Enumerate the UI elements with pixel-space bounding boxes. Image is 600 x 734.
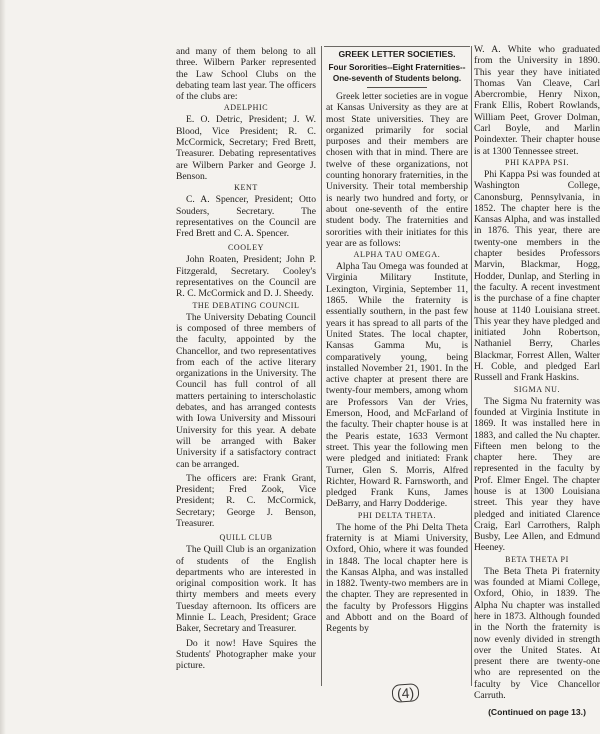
page-edge-shadow	[0, 0, 6, 734]
sigma-nu-paragraph: The Sigma Nu fraternity was founded at Virginia Institute in 1869. It was installed here in 1883, and called the Nu chapter. Fifteen men belong to the chapter here. They are represented in the faculty by Prof. Elmer Engel. The chapter house is at 1300 Louisiana street. This year they have pledged and initiated Clarence Craig, Earl Carrothers, Ralph Busby, Lee Allen, and Edmund Heeney.	[474, 395, 600, 554]
section-heading-adelphic: ADELPHIC	[223, 103, 269, 113]
section-heading-phi-delta-theta: PHI DELTA THETA.	[357, 510, 437, 520]
advertisement-paragraph: Do it now! Have Squires the Students' Photographer make your picture.	[176, 637, 316, 672]
section-heading-alpha-tau-omega: ALPHA TAU OMEGA.	[353, 250, 441, 260]
column-middle	[326, 47, 468, 635]
section-heading-debating-council: THE DEBATING COUNCIL	[192, 300, 300, 310]
beta-theta-pi-paragraph: The Beta Theta Pi fraternity was founded at Miami College, Oxford, Ohio, in 1839. The Alpha Nu chapter was installed here in 1873. Although founded in the North the fraternity is now evenly divided in strength over the United States. At present there are twenty-one who are represented on the faculty by Vice Chancellor Carruth.	[474, 565, 600, 702]
officers-paragraph: The officers are: Frank Grant, President; Fred Zook, Vice President; R. C. McCormick, Secretary; George J. Benson, Treasurer.	[176, 472, 316, 529]
greek-intro-paragraph: Greek letter societies are in vogue at Kansas University as they are at most State universities. They are organized primarily for social purposes and their members are chosen with that in mind. There are twelve of these organizations, not counting honorary fraternities, in the University. Their total membership is nearly two hundred and forty, or about one-seventh of the entire student body. The fraternities and sororities with their initiates for this year are as follows:	[326, 91, 468, 249]
column-divider	[321, 46, 322, 686]
section-heading-sigma-nu: SIGMA NU.	[513, 384, 561, 394]
alpha-tau-omega-paragraph: Alpha Tau Omega was founded at Virginia Military Institute, Lexington, Virginia, September 11, 1865. While the fraternity is essentially southern, in the past few years it has spread to all parts of the United States. The local chapter, Kansas Gamma Mu, is comparatively young, being installed November 21, 1901. In the active chapter at present there are twenty-four members, among whom are Professors Van der Vries, Emerson, Hood, and McFarland of the faculty. Their chapter house is at the Pearis estate, 1633 Vermont street. This year the following men were pledged and initiated: Frank Turner, Glen S. Morris, Alfred Richter, Howard R. Farnsworth, and pledged Frank Kuns, James DeBarry, and Harry Dodderige.	[326, 261, 468, 510]
quill-paragraph: The Quill Club is an organization of students of the English departments who are interested in original composition work. It has thirty members and meets every Tuesday afternoon. Its officers are Minnie L. Leach, President; Grace Baker, Secretary and Treasurer.	[176, 544, 316, 635]
section-heading-quill-club: QUILL CLUB	[219, 533, 273, 543]
article-subtitle: Four Sororities--Eight Fraternities--One-seventh of Students belong.	[328, 63, 466, 83]
column-divider	[471, 46, 472, 686]
section-heading-beta-theta-pi: BETA THETA PI	[505, 554, 569, 564]
cooley-paragraph: John Roaten, President; John P. Fitzgerald, Secretary. Cooley's representatives on the Council are R. C. McCormick and D. J. Sheedy.	[176, 254, 316, 300]
column-left	[176, 46, 316, 672]
column-right	[474, 44, 600, 719]
phi-kappa-psi-paragraph: Phi Kappa Psi was founded at Washington College, Canonsburg, Pennsylvania, in 1852. The chapter here is the Kansas Alpha, and was installed in 1876. This year, there are twenty-one members in the chapter besides Professors Marvin, Blackmar, Hogg, Hodder, Dunlap, and Sterling in the faculty. A recent investment is the purchase of a fine chapter house at 1140 Louisiana street. This year they have pledged and initiated John Robertson, Nathaniel Berry, Charles Blackmar, Forrest Allen, Walter H. Coble, and pledged Earl Russell and Frank Haskins.	[474, 168, 600, 384]
adelphic-paragraph: E. O. Detric, President; J. W. Blood, Vice President; R. C. McCormick, Secretary; Fred Brett, Treasurer. Debating representatives are Wilbern Parker and George J. Benson.	[176, 114, 316, 182]
council-paragraph: The University Debating Council is composed of three members of the faculty, appointed by the Chancellor, and two representatives from each of the active literary organizations in the University. The Council has full control of all matters pertaining to interscholastic debates, and has arranged contests with Iowa University and Missouri University for this year. A debate will be arranged with Baker University if a satisfactory contract can be arranged.	[176, 311, 316, 470]
continued-notice: (Continued on page 13.)	[488, 707, 586, 718]
continued-paragraph: W. A. White who graduated from the University in 1890. This year they have initiated Thomas Van Cleave, Carl Abercrombie, Henry Nixon, Frank Ellis, Robert Rowlands, William Peet, Grover Dolman, Carl Boyle, and Marlin Poindexter. Their chapter house is at 1300 Tennessee street.	[474, 44, 600, 157]
section-heading-phi-kappa-psi: PHI KAPPA PSI.	[505, 157, 569, 167]
page-number: (4)	[392, 684, 419, 702]
phi-delta-theta-paragraph: The home of the Phi Delta Theta fraternity is at Miami University, Oxford, Ohio, where it was founded in 1848. The local chapter here is the Kansas Alpha, and was installed in 1882. Twenty-two members are in the chapter. They are represented in the faculty by Professors Higgins and Abbott and on the Board of Regents by	[326, 521, 468, 635]
title-rule	[367, 87, 427, 88]
kent-paragraph: C. A. Spencer, President; Otto Souders, Secretary. The representatives on the Council are Fred Brett and C. A. Spencer.	[176, 194, 316, 240]
intro-paragraph: and many of them belong to all three. Wilbern Parker represented the Law School Clubs on the debating team last year. The officers of the clubs are:	[176, 46, 316, 103]
section-heading-kent: KENT	[234, 183, 258, 193]
section-heading-cooley: COOLEY	[227, 243, 265, 253]
article-title: GREEK LETTER SOCIETIES.	[338, 49, 456, 59]
